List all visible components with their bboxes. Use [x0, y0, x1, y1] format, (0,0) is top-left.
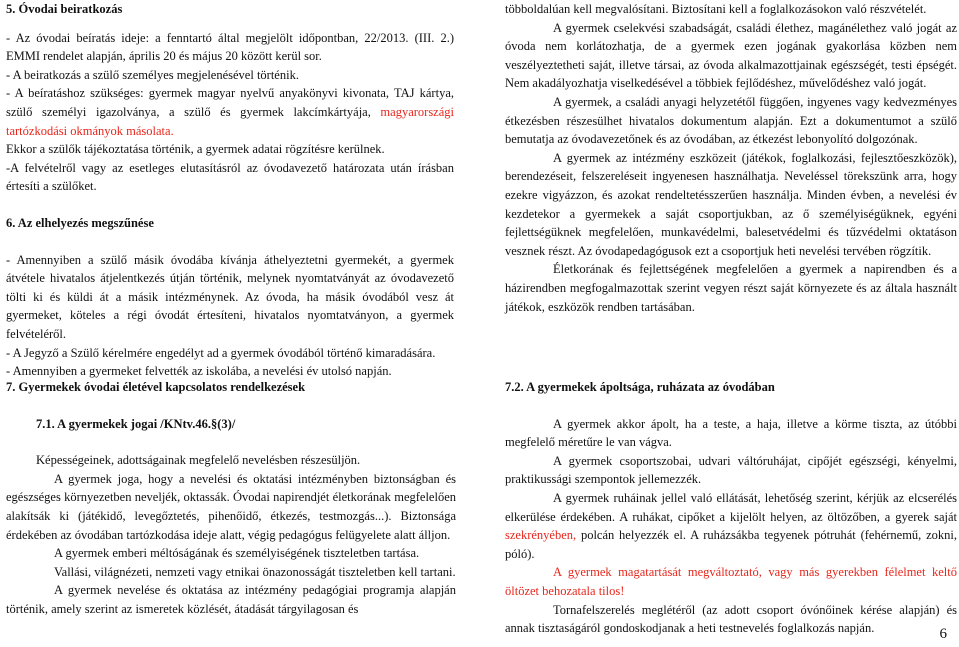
order-paragraph: Életkorának és fejlettségének megfelelően a gyermek a napirendben és a házirendben megfogalmazottak szerint vegyen részt saját környezete és az általa használt játékok, eszközök rendben tartásában.	[505, 262, 957, 314]
freedom-paragraph: A gyermek cselekvési szabadságát, családi élethez, magánélethez való jogát az óvoda nem korlátozhatja, de a gyermek ezen jogának gyakorlása közben nem veszélyeztetheti saját, illetve társai, az óvoda alkalmazottjainak egészségét, testi épségét. Nem akadályozhatja viselkedésével a többiek fejlődéshez, művelődéshez való jogát.	[505, 20, 957, 91]
safety-paragraph: A gyermek joga, hogy a nevelési és oktatási intézményben biztonságban és egészséges környezetben neveljék, oktassák. Óvodai napirendjét életkorának megfelelően alakítsák ki (játékidő, levegőztetés, pihenőidő, étkezés, testmozgás...). Biztonsága érdekében az óvodában tartózkodása ideje alatt, végig pedagógus felügyelete alatt álljon.	[6, 471, 456, 542]
section-6-heading: 6. Az elhelyezés megszűnése	[6, 215, 154, 230]
transfer-paragraph: - Amennyiben a szülő másik óvodába kívánja áthelyeztetni gyermekét, a gyermek átvétele hivatalos átjelentkezés útján történik, melynek nyomtatványát az óvodavezető tölti ki és küldi át a másik intézménynek. Az óvoda, ha másik óvodából vesz át gyermeket, köteles a régi óvodát értesíteni, hivatalos nyomtatványon, a gyermek felvételéről.	[6, 252, 454, 341]
labeling-paragraph	[505, 489, 957, 563]
left-column	[6, 0, 454, 381]
page-number: 6	[939, 626, 947, 642]
prohibited-clothing-paragraph: A gyermek magatartását megváltoztató, vagy más gyerekben félelmet keltő öltözet behozatala tilos!	[505, 565, 957, 598]
abilities-paragraph: Képességeinek, adottságainak megfelelő nevelésben részesüljön.	[36, 453, 361, 468]
dignity-paragraph: A gyermek emberi méltóságának és személyiségének tiszteletben tartása.	[54, 546, 420, 561]
hygiene-paragraph: A gyermek akkor ápolt, ha a teste, a haja, illetve a körme tiszta, az útóbbi megfelelő méretűre le van vágva.	[505, 416, 957, 450]
parent-info-paragraph: Ekkor a szülők tájékoztatása történik, a gyermek adatai rögzítésre kerülnek.	[6, 142, 385, 157]
section-7-2-heading: 7.2. A gyermekek ápoltsága, ruházata az óvodában	[505, 380, 775, 394]
rights-continuation-paragraph: többoldalúan kell megvalósítani. Biztosítani kell a foglalkozásokon való részvételét.	[505, 2, 927, 16]
right-column	[505, 0, 957, 316]
clothing-paragraph: A gyermek csoportszobai, udvari váltóruhájat, cipőjét egészségi, kényelmi, praktikussági szempontok jellemezzék.	[505, 453, 957, 487]
section-7-heading: 7. Gyermekek óvodai életével kapcsolatos rendelkezések	[6, 380, 306, 394]
labeling-red-text: szekrényében,	[505, 528, 577, 543]
section-7-1-heading: 7.1. A gyermekek jogai /KNtv.46.§(3)/	[36, 416, 236, 431]
enrollment-presence-paragraph: - A beiratkozás a szülő személyes megjelenésével történik.	[6, 67, 299, 82]
equipment-paragraph: A gyermek az intézmény eszközeit (játékok, foglalkozási, fejlesztőeszközök), berendezéseit, felszereléseit ingyenesen használhatja. Neveléssel törekszünk arra, hogy ezekre vigyázzon, és azokat rendeltetésszerűen használja. Minden évben, a nevelési év kezdetekor a gyermekek a saját csoportjukban, az ő személyiségüknek, egyéni fejlettségüknek megfelelően, munkavédelmi, balesetvédelmi és tűzvédelmi oktatáson vesznek részt. Az óvodapedagógusok ezt a csoportjuk heti nevelési tervében rögzítik.	[505, 150, 957, 258]
notary-paragraph: - A Jegyző a Szülő kérelmére engedélyt ad a gyermek óvodából történő kimaradására.	[6, 345, 436, 360]
documents-red-text: magyarországi tartózkodási okmányok másolata.	[6, 104, 454, 138]
labeling-text: A gyermek ruháinak jellel való ellátását, lehetőség szerint, kérjük az elcserélés elkerülése érdekében. A ruhákat, cipőket a kijelölt helyen, az öltözőben, a gyerek saját	[505, 490, 957, 524]
enrollment-date-paragraph: - Az óvodai beíratás ideje: a fenntartó által megjelölt időpontban, 22/2013. (III. 2.) EMMI rendelet alapján, április 20 és május 20 között kerül sor.	[6, 30, 454, 64]
section-5-heading: 5. Óvodai beiratkozás	[6, 2, 123, 16]
documents-text: - A beíratáshoz szükséges: gyermek magyar nyelvű anyakönyvi kivonata, TAJ kártya, szülő személyi igazolványa, a szülő és gyermek lakcímkártyája,	[6, 86, 454, 119]
bottom-right-column	[505, 378, 957, 638]
meals-paragraph: A gyermek, a családi anyagi helyzetétől függően, ingyenes vagy kedvezményes étkezésben részesülhet hivatalos dokumentum alapján. Ezt a dokumentumot a szülő bemutatja az óvodavezetőnek és az óvodában, az étkezést lebonyolító dolgozónak.	[505, 94, 957, 147]
school-admission-paragraph: - Amennyiben a gyermeket felvették az iskolába, a nevelési év utolsó napján.	[6, 364, 392, 379]
identity-paragraph: Vallási, világnézeti, nemzeti vagy etnikai önazonosságát tiszteletben kell tartani.	[54, 564, 456, 579]
bottom-left-column	[6, 378, 456, 619]
sportswear-paragraph: Tornafelszerelés meglétéről (az adott csoport óvónőinek kérése alapján) és annak tisztaságáról gondoskodjanak a heti testnevelés foglalkozás napján.	[505, 602, 957, 636]
enrollment-documents-paragraph	[6, 84, 454, 140]
program-paragraph: A gyermek nevelése és oktatása az intézmény pedagógiai programja alapján történik, amely szerint az ismeretek közlését, átadását tárgyilagosan és	[6, 583, 456, 616]
labeling-text-end: polcán helyezzék el. A ruházsákba tegyenek pótruhát (fehérnemű, zokni, póló).	[505, 528, 957, 561]
admission-decision-paragraph: -A felvételről vagy az esetleges elutasításról az óvodavezető határozata után írásban értesíti a szülőket.	[6, 160, 454, 194]
